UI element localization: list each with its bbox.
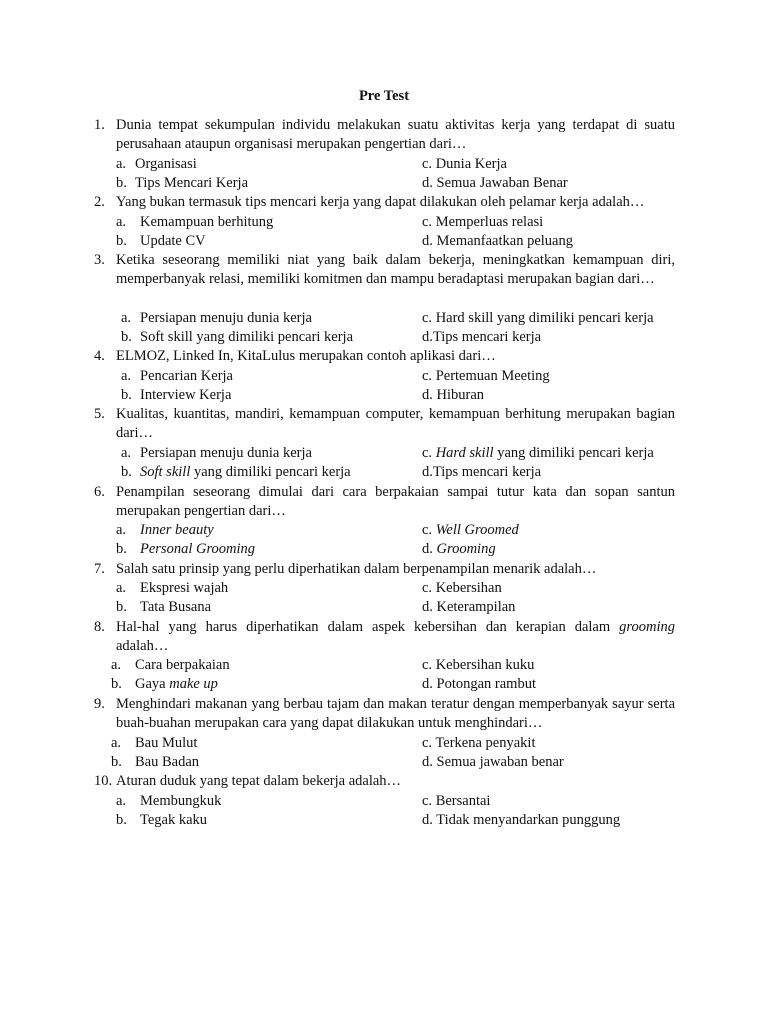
question-text: Penampilan seseorang dimulai dari cara berpakaian sampai tutur kata dan sopan santun merupakan pengertian dari… — [116, 484, 675, 520]
question-text: Menghindari makanan yang berbau tajam dan makan teratur dengan memperbanyak sayur serta buah-buahan merupakan cara yang dapat dilakukan untuk menghindari… — [116, 696, 675, 732]
question-number: 2. — [94, 194, 105, 210]
option-a: a. Persiapan menuju dunia kerja — [121, 445, 312, 461]
option-b: b. Soft skill yang dimiliki pencari kerja — [121, 464, 351, 480]
question-number: 7. — [94, 561, 105, 577]
question-number: 8. — [94, 619, 105, 635]
question-4 — [94, 347, 675, 366]
question-text: Hal-hal yang harus diperhatikan dalam aspek kebersihan dan kerapian dalam grooming adalah… — [116, 619, 675, 655]
question-6 — [94, 483, 675, 522]
question-text: Yang bukan termasuk tips mencari kerja yang dapat dilakukan oleh pelamar kerja adalah… — [116, 194, 645, 210]
question-text: Salah satu prinsip yang perlu diperhatikan dalam berpenampilan menarik adalah… — [116, 561, 597, 577]
option-b: b. Update CV — [116, 233, 206, 249]
option-c: c. Memperluas relasi — [422, 214, 544, 230]
option-d: d. Grooming — [422, 541, 496, 557]
option-c: c. Well Groomed — [422, 522, 519, 538]
option-a: a. Pencarian Kerja — [121, 368, 233, 384]
option-a: a. Bau Mulut — [111, 735, 198, 751]
option-d: d. Hiburan — [422, 387, 485, 403]
option-b: b. Personal Grooming — [116, 541, 256, 557]
question-7 — [94, 560, 675, 579]
option-d: d. Semua jawaban benar — [422, 754, 564, 770]
question-number: 6. — [94, 484, 105, 500]
page-title: Pre Test — [358, 88, 410, 104]
option-b: b. Gaya make up — [111, 676, 218, 692]
option-c: c. Dunia Kerja — [422, 156, 507, 172]
option-b: b. Soft skill yang dimiliki pencari kerja — [121, 329, 354, 345]
question-text: Ketika seseorang memiliki niat yang baik dalam bekerja, meningkatkan kemampuan diri, memperbanyak relasi, memiliki komitmen dan mampu beradaptasi merupakan bagian dari… — [116, 252, 675, 288]
question-number: 3. — [94, 252, 105, 268]
option-c: c. Terkena penyakit — [422, 735, 536, 751]
question-text: Kualitas, kuantitas, mandiri, kemampuan computer, kemampuan berhitung merupakan bagian dari… — [116, 406, 675, 442]
option-a: a. Inner beauty — [116, 522, 214, 538]
option-a: a. Organisasi — [116, 156, 197, 172]
option-d: d. Tidak menyandarkan punggung — [422, 812, 621, 828]
option-c: c. Pertemuan Meeting — [422, 368, 550, 384]
option-a: a. Membungkuk — [116, 793, 222, 809]
option-d: d. Memanfaatkan peluang — [422, 233, 573, 249]
option-b: b. Bau Badan — [111, 754, 200, 770]
option-d: d. Semua Jawaban Benar — [422, 175, 568, 191]
question-number: 10. — [94, 773, 113, 789]
option-a: a. Kemampuan berhitung — [116, 214, 274, 230]
option-a: a. Ekspresi wajah — [116, 580, 229, 596]
option-c: c. Hard skill yang dimiliki pencari kerja — [422, 445, 654, 461]
option-d: d.Tips mencari kerja — [422, 464, 542, 480]
option-c: c. Bersantai — [422, 793, 491, 809]
option-b: b. Tata Busana — [116, 599, 212, 615]
question-3 — [94, 251, 675, 290]
option-d: d.Tips mencari kerja — [422, 329, 542, 345]
option-b: b. Tegak kaku — [116, 812, 208, 828]
option-a: a. Persiapan menuju dunia kerja — [121, 310, 312, 326]
question-2 — [94, 193, 675, 212]
option-c: c. Kebersihan — [422, 580, 502, 596]
question-10 — [94, 772, 675, 791]
question-number: 1. — [94, 117, 105, 133]
question-number: 5. — [94, 406, 105, 422]
option-b: b. Interview Kerja — [121, 387, 232, 403]
question-number: 9. — [94, 696, 105, 712]
option-c: c. Hard skill yang dimiliki pencari kerja — [422, 310, 654, 326]
question-text: Aturan duduk yang tepat dalam bekerja adalah… — [116, 773, 402, 789]
question-5 — [94, 405, 675, 444]
option-c: c. Kebersihan kuku — [422, 657, 535, 673]
option-b: b. Tips Mencari Kerja — [116, 175, 249, 191]
question-8 — [94, 618, 675, 657]
option-d: d. Potongan rambut — [422, 676, 536, 692]
question-text: ELMOZ, Linked In, KitaLulus merupakan contoh aplikasi dari… — [116, 348, 496, 364]
question-text: Dunia tempat sekumpulan individu melakukan suatu aktivitas kerja yang terdapat di suatu perusahaan ataupun organisasi merupakan pengertian dari… — [116, 117, 675, 153]
option-d: d. Keterampilan — [422, 599, 516, 615]
option-a: a. Cara berpakaian — [111, 657, 230, 673]
question-number: 4. — [94, 348, 105, 364]
question-9 — [94, 695, 675, 734]
question-1 — [94, 116, 675, 155]
